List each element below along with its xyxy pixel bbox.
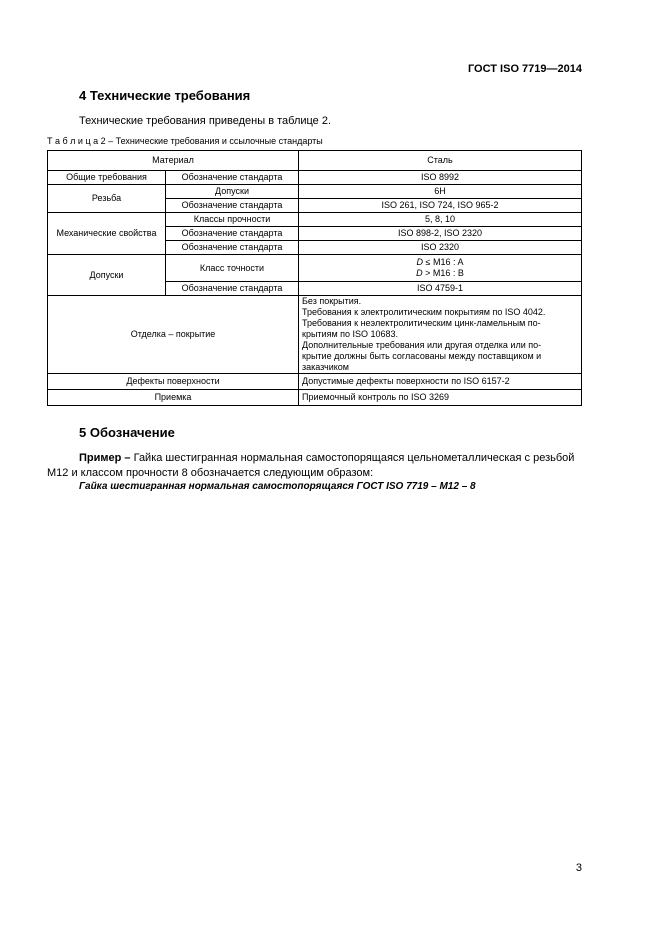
row-sublabel: Обозначение стандарта	[166, 171, 299, 185]
header-steel: Сталь	[299, 151, 582, 171]
tolerance-line-b: D > M16 : B	[416, 268, 464, 278]
row-value: 6H	[299, 185, 582, 199]
table-row	[48, 171, 582, 185]
row-sublabel: Обозначение стандарта	[166, 227, 299, 241]
row-sublabel: Класс точности	[166, 255, 299, 282]
section-4-title: 4 Технические требования	[79, 88, 251, 103]
row-label: Дефекты поверхности	[48, 374, 299, 390]
finish-line: заказчиком	[302, 362, 349, 372]
row-label: Общие требования	[48, 171, 166, 185]
row-value: Допустимые дефекты поверхности по ISO 6157-2	[299, 374, 582, 390]
row-value: ISO 2320	[299, 241, 582, 255]
document-id: ГОСТ ISO 7719—2014	[467, 63, 582, 75]
header-material: Материал	[48, 151, 299, 171]
finish-description	[299, 296, 582, 374]
table-header-row	[48, 151, 582, 171]
row-sublabel: Допуски	[166, 185, 299, 199]
table-row	[48, 185, 582, 199]
row-sublabel: Обозначение стандарта	[166, 241, 299, 255]
row-label: Механические свойства	[48, 213, 166, 255]
row-value: ISO 898-2, ISO 2320	[299, 227, 582, 241]
table-caption	[47, 136, 323, 146]
row-label: Резьба	[48, 185, 166, 213]
row-value: ISO 4759-1	[299, 282, 582, 296]
finish-line: крытиям по ISO 10683.	[302, 329, 399, 339]
example-label: Пример –	[79, 452, 131, 464]
table-row	[48, 374, 582, 390]
finish-line: Требования к электролитическим покрытиям по ISO 4042.	[302, 307, 546, 317]
finish-line: крытие должны быть согласованы между поставщиком и	[302, 351, 542, 361]
table-row	[48, 213, 582, 227]
row-sublabel: Обозначение стандарта	[166, 282, 299, 296]
finish-line: Без покрытия.	[302, 296, 362, 306]
designation-example: Гайка шестигранная нормальная самостопорящаяся ГОСТ ISO 7719 – M12 – 8	[79, 481, 476, 492]
row-sublabel: Обозначение стандарта	[166, 199, 299, 213]
table-row	[48, 255, 582, 282]
finish-line: Дополнительные требования или другая отделка или по-	[302, 340, 542, 350]
table-caption-prefix: Т а б л и ц а 2	[47, 136, 106, 146]
row-value: 5, 8, 10	[299, 213, 582, 227]
row-value: ISO 261, ISO 724, ISO 965-2	[299, 199, 582, 213]
table-caption-text: – Технические требования и ссылочные стандарты	[105, 136, 323, 146]
tolerance-line-a: D ≤ M16 : A	[416, 257, 464, 267]
row-label: Допуски	[48, 255, 166, 296]
table-row	[48, 296, 582, 374]
row-sublabel: Классы прочности	[166, 213, 299, 227]
example-text: Гайка шестигранная нормальная самостопорящаяся цельнометаллическая с резьбой M12 и классом прочности 8 обозначается следующим образом:	[47, 452, 575, 479]
row-value: ISO 8992	[299, 171, 582, 185]
row-label: Отделка – покрытие	[48, 296, 299, 374]
requirements-table	[47, 150, 582, 406]
example-paragraph	[47, 451, 581, 481]
page-number: 3	[575, 862, 582, 874]
row-value	[299, 255, 582, 282]
section-5-title: 5 Обозначение	[79, 425, 175, 440]
row-value: Приемочный контроль по ISO 3269	[299, 390, 582, 406]
table-row	[48, 390, 582, 406]
row-label: Приемка	[48, 390, 299, 406]
section-4-intro: Технические требования приведены в таблице 2.	[79, 115, 332, 127]
finish-line: Требования к неэлектролитическим цинк-ламельным по-	[302, 318, 541, 328]
